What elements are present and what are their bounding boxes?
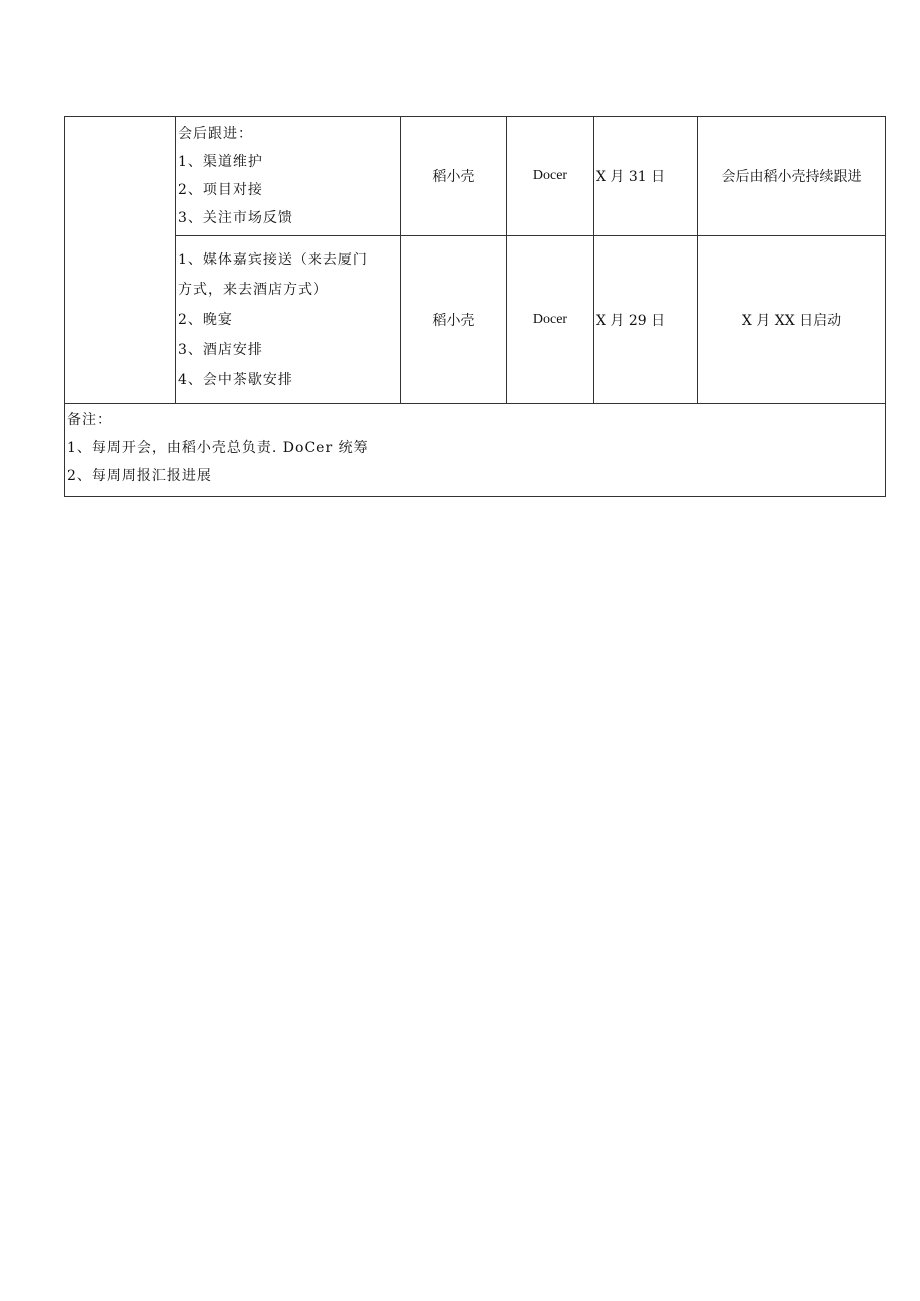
task-line: 会后跟进： <box>178 126 253 142</box>
table-row <box>65 117 886 236</box>
partner-cell: Docer <box>507 236 594 404</box>
task-line: 2、项目对接 <box>178 182 263 198</box>
deadline-cell: X 月 31 日 <box>594 117 698 236</box>
notes-cell <box>65 404 886 497</box>
notes-line: 1、每周开会，由稻小壳总负责. DoCer 统筹 <box>67 440 369 456</box>
task-line: 3、关注市场反馈 <box>178 210 293 226</box>
owner-cell: 稻小壳 <box>401 117 507 236</box>
deadline-cell: X 月 29 日 <box>594 236 698 404</box>
notes-line: 2、每周周报汇报进展 <box>67 468 212 484</box>
task-line: 1、媒体嘉宾接送（来去厦门 <box>178 251 368 268</box>
task-line: 4、会中茶歇安排 <box>178 371 293 388</box>
partner-cell: Docer <box>507 117 594 236</box>
task-line: 方式，来去酒店方式） <box>178 281 328 298</box>
task-cell <box>176 117 401 236</box>
remark-cell: X 月 XX 日启动 <box>698 236 886 404</box>
task-cell <box>176 236 401 404</box>
category-cell <box>65 117 176 404</box>
plan-table <box>64 116 886 497</box>
task-line: 1、渠道维护 <box>178 154 263 170</box>
table-row <box>65 236 886 404</box>
task-line: 2、晚宴 <box>178 311 233 328</box>
notes-title: 备注： <box>67 412 112 428</box>
notes-row <box>65 404 886 497</box>
owner-cell: 稻小壳 <box>401 236 507 404</box>
remark-cell: 会后由稻小壳持续跟进 <box>698 117 886 236</box>
task-line: 3、酒店安排 <box>178 341 263 358</box>
